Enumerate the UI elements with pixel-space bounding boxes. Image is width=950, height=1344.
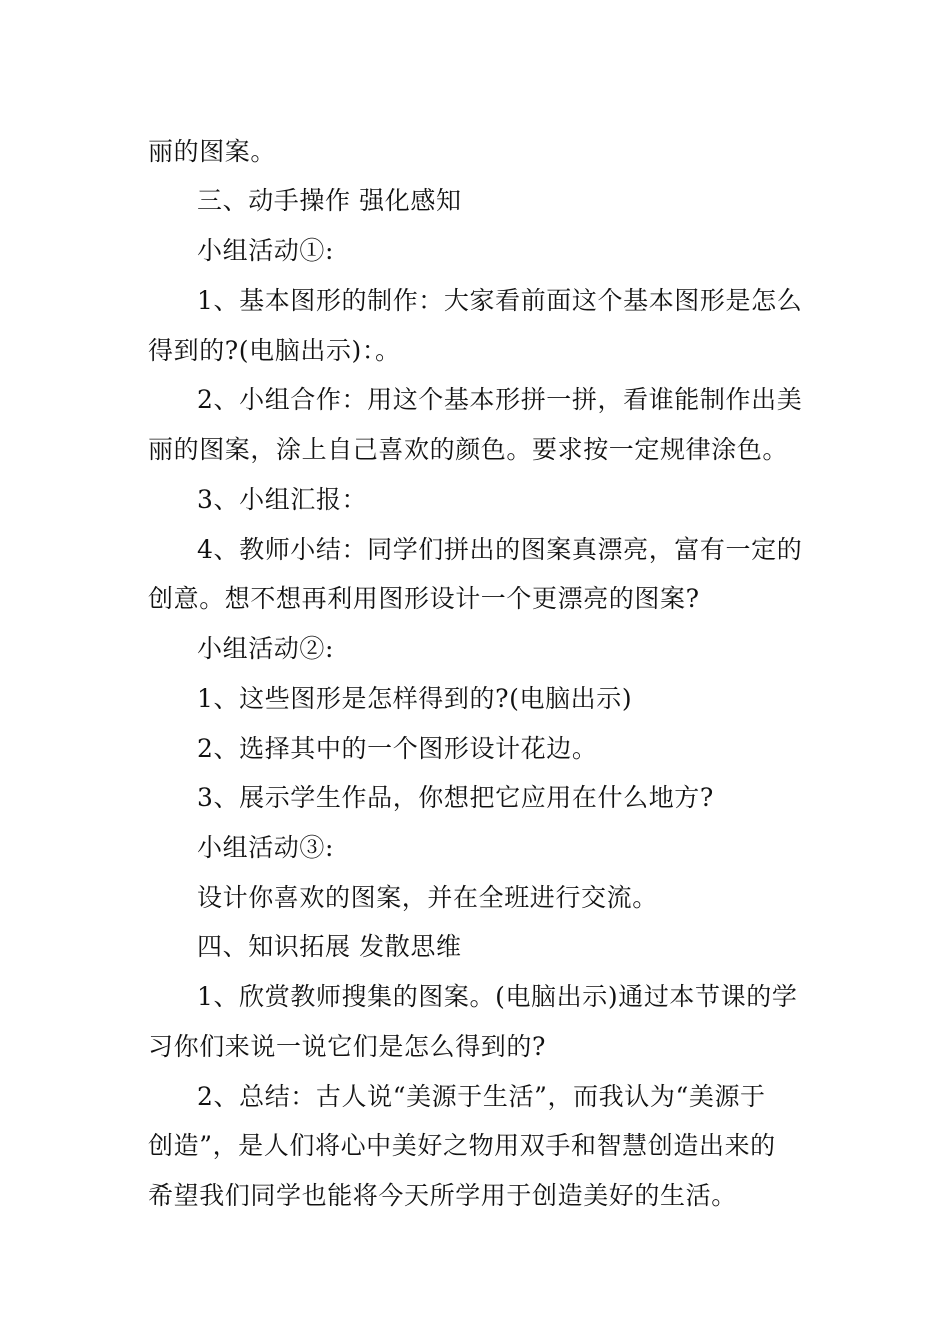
paragraph-line: 3、展示学生作品，你想把它应用在什么地方? bbox=[197, 783, 714, 812]
paragraph-line: 希望我们同学也能将今天所学用于创造美好的生活。 bbox=[148, 1181, 737, 1210]
section-heading: 三、动手操作 强化感知 bbox=[197, 186, 462, 215]
paragraph-line: 设计你喜欢的图案，并在全班进行交流。 bbox=[197, 883, 658, 912]
activity-heading: 小组活动②: bbox=[197, 634, 335, 663]
paragraph-line: 习你们来说一说它们是怎么得到的? bbox=[148, 1032, 547, 1061]
activity-heading: 小组活动①: bbox=[197, 236, 335, 265]
paragraph-line: 1、这些图形是怎样得到的?(电脑出示) bbox=[197, 684, 633, 713]
activity-heading: 小组活动③: bbox=[197, 833, 335, 862]
paragraph-line: 3、小组汇报： bbox=[197, 485, 368, 514]
paragraph-line: 得到的?(电脑出示)：。 bbox=[148, 336, 401, 365]
paragraph-line: 2、总结：古人说“美源于生活”，而我认为“美源于 bbox=[197, 1082, 766, 1111]
paragraph-line: 创造”，是人们将心中美好之物用双手和智慧创造出来的 bbox=[148, 1131, 776, 1160]
paragraph-line: 1、基本图形的制作：大家看前面这个基本图形是怎么 bbox=[197, 286, 803, 315]
paragraph-line: 创意。想不想再利用图形设计一个更漂亮的图案? bbox=[148, 584, 700, 613]
section-heading: 四、知识拓展 发散思维 bbox=[197, 932, 462, 961]
paragraph-line: 2、小组合作：用这个基本形拼一拼，看谁能制作出美 bbox=[197, 385, 803, 414]
paragraph-line: 丽的图案，涂上自己喜欢的颜色。要求按一定规律涂色。 bbox=[148, 435, 789, 464]
paragraph-line: 1、欣赏教师搜集的图案。(电脑出示)通过本节课的学 bbox=[197, 982, 798, 1011]
paragraph-line: 4、教师小结：同学们拼出的图案真漂亮，富有一定的 bbox=[197, 535, 803, 564]
paragraph-line: 2、选择其中的一个图形设计花边。 bbox=[197, 734, 598, 763]
paragraph-line: 丽的图案。 bbox=[148, 137, 277, 166]
